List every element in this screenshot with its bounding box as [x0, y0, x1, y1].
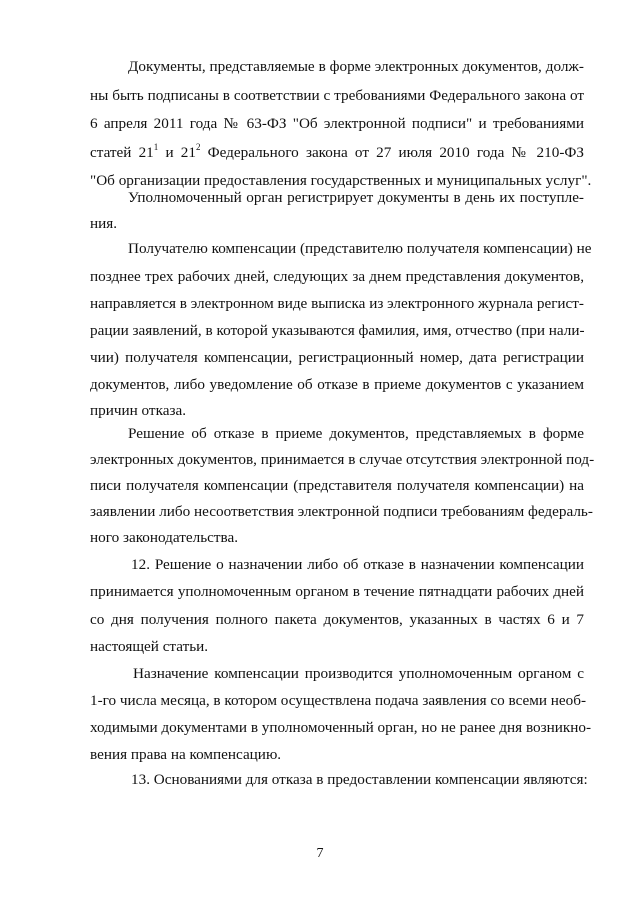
text-line: позднее трех рабочих дней, следующих за днем представления документов, [90, 268, 584, 285]
text-line: принимается уполномоченным органом в течение пятнадцати рабочих дней [90, 583, 584, 600]
text-line: Назначение компенсации производится уполномоченным органом с [133, 665, 584, 682]
text-line: ны быть подписаны в соответствии с требованиями Федерального закона от [90, 87, 584, 104]
text-line: 1-го числа месяца, в котором осуществлена подача заявления со всеми необ- [90, 692, 587, 709]
text-line: причин отказа. [90, 402, 186, 419]
text-line: чии) получателя компенсации, регистрационный номер, дата регистрации [90, 349, 584, 366]
superscript: 2 [195, 141, 201, 152]
text-line: настоящей статьи. [90, 638, 209, 655]
text-line: писи получателя компенсации (представителя получателя компенсации) на [90, 477, 584, 494]
text-line: заявлении либо несоответствия электронной подписи требованиям федераль- [90, 503, 593, 520]
text-line: Получателю компенсации (представителю получателя компенсации) не [128, 240, 592, 257]
text-line: ного законодательства. [90, 529, 239, 546]
text-line-with-superscripts [90, 141, 584, 162]
text-line: Решение об отказе в приеме документов, представляемых в форме [128, 425, 584, 442]
page-number: 7 [316, 846, 324, 861]
superscript: 1 [153, 141, 159, 152]
text-line: Уполномоченный орган регистрирует документы в день их поступле- [128, 189, 584, 206]
text-fragment: статей 21 [90, 144, 154, 161]
text-line: 6 апреля 2011 года № 63-ФЗ "Об электронной подписи" и требованиями [90, 115, 584, 132]
text-line: вения права на компенсацию. [90, 746, 282, 763]
text-fragment: и 21 [158, 144, 196, 161]
text-line: "Об организации предоставления государственных и муниципальных услуг". [90, 172, 592, 189]
text-line: документов, либо уведомление об отказе в приеме документов с указанием [90, 376, 584, 393]
text-line: рации заявлений, в которой указываются фамилия, имя, отчество (при нали- [90, 322, 585, 339]
text-fragment: Федерального закона от 27 июля 2010 года № 210-ФЗ [200, 144, 584, 161]
text-line: электронных документов, принимается в случае отсутствия электронной под- [90, 451, 595, 468]
text-line: Документы, представляемые в форме электронных документов, долж- [128, 58, 584, 75]
text-line: направляется в электронном виде выписка из электронного журнала регист- [90, 295, 584, 312]
text-line: ходимыми документами в уполномоченный орган, но не ранее дня возникно- [90, 719, 592, 736]
text-line: ния. [90, 215, 118, 232]
text-line: со дня получения полного пакета документов, указанных в частях 6 и 7 [90, 611, 584, 628]
text-line: 13. Основаниями для отказа в предоставлении компенсации являются: [131, 771, 588, 788]
text-line: 12. Решение о назначении либо об отказе в назначении компенсации [131, 556, 584, 573]
